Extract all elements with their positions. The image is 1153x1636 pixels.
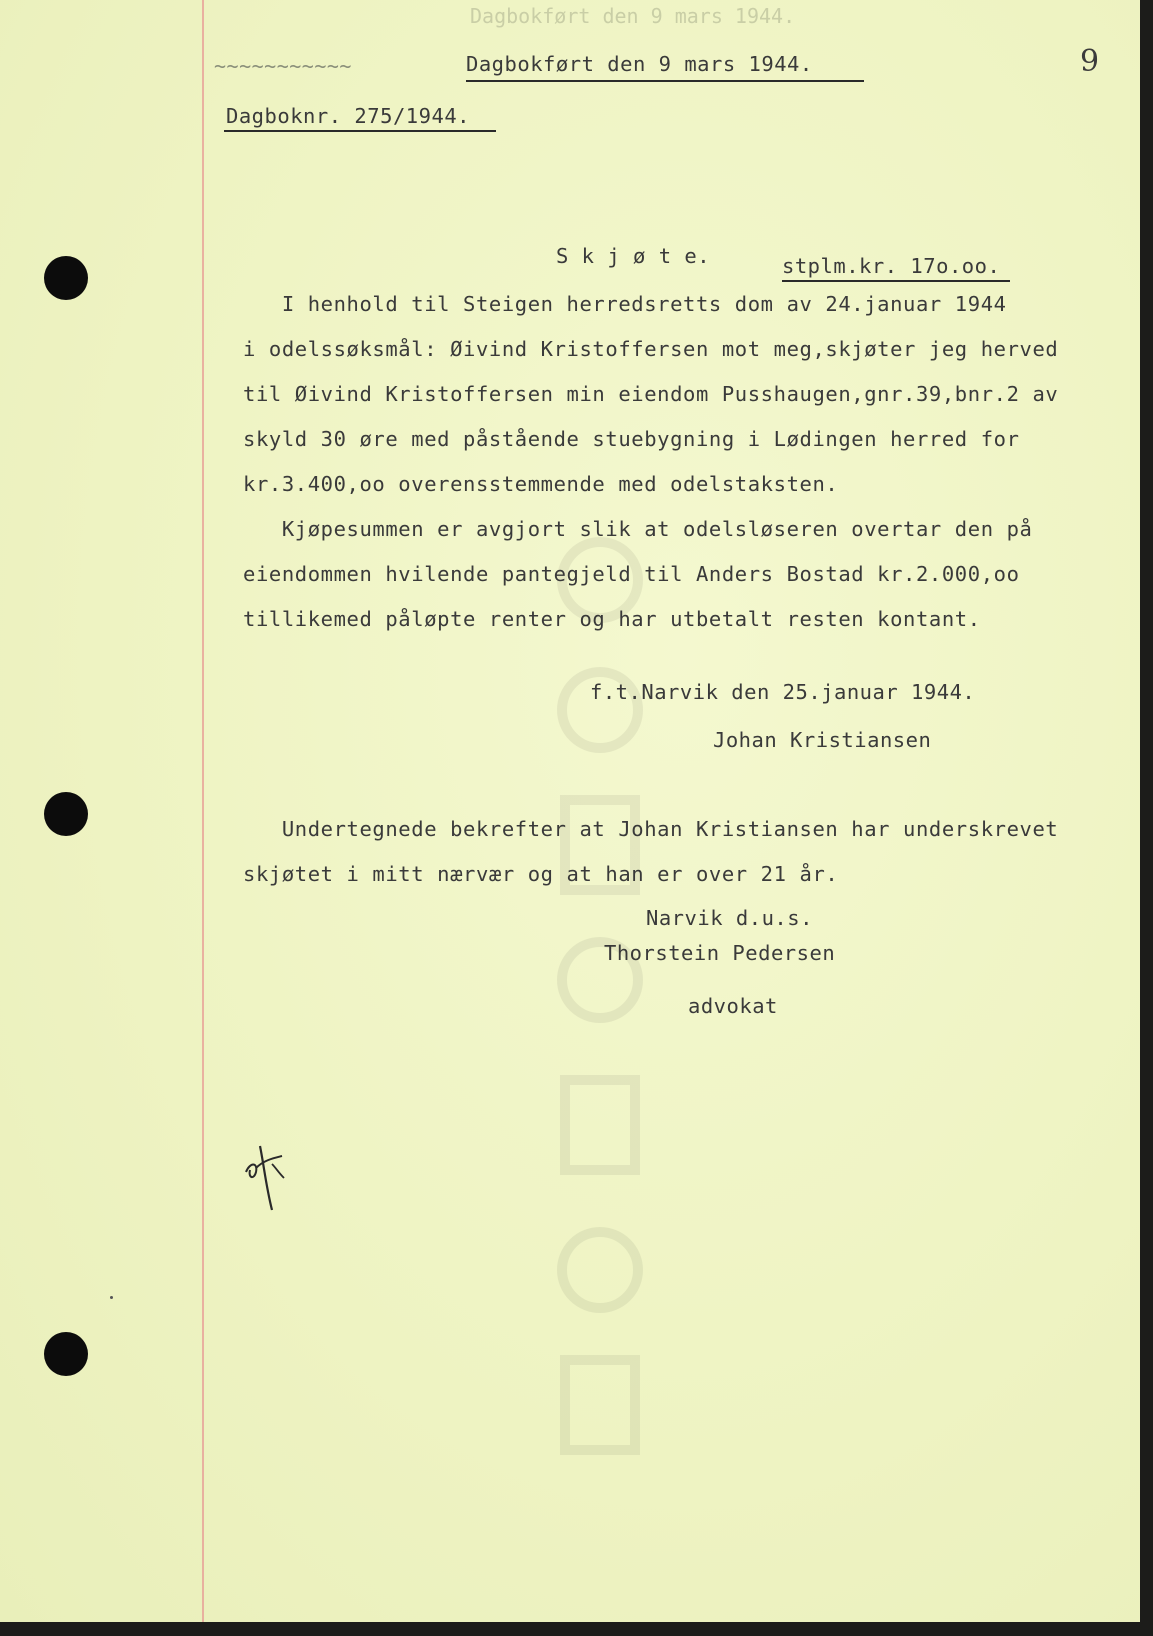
deed-text-line: skyld 30 øre med påstående stuebygning i Lødingen herred for: [243, 427, 1020, 451]
stamp-fee: stplm.kr. 17o.oo.: [782, 254, 1001, 278]
witness-name: Thorstein Pedersen: [604, 941, 836, 965]
punch-hole: [44, 1332, 88, 1376]
registration-stamp: Dagbokført den 9 mars 1944.: [466, 52, 813, 76]
attestation-place: Narvik d.u.s.: [646, 906, 813, 930]
stray-mark: [110, 1296, 113, 1299]
signatory-name: Johan Kristiansen: [713, 728, 932, 752]
stamp-underline: [466, 80, 864, 82]
attestation-line: Undertegnede bekrefter at Johan Kristiansen har underskrevet: [243, 817, 1059, 841]
handwritten-initials-icon: [242, 1138, 292, 1214]
place-date: f.t.Narvik den 25.januar 1944.: [590, 680, 976, 704]
punch-hole: [44, 792, 88, 836]
deed-text-line: eiendommen hvilende pantegjeld til Anders Bostad kr.2.000,oo: [243, 562, 1020, 586]
journal-number: Dagboknr. 275/1944.: [226, 104, 470, 128]
attestation-line: skjøtet i mitt nærvær og at han er over 21 år.: [243, 862, 839, 886]
deed-text-line: i odelssøksmål: Øivind Kristoffersen mot meg,skjøter jeg herved: [243, 337, 1059, 361]
page-number: 9: [1080, 44, 1100, 79]
archive-watermark: [545, 520, 655, 1480]
stamp-dashes: ~~~~~~~~~~~: [214, 54, 352, 78]
punch-hole: [44, 256, 88, 300]
margin-rule: [202, 0, 204, 1622]
bleed-through-text: Dagbokført den 9 mars 1944.: [470, 4, 796, 28]
deed-title: S k j ø t e.: [556, 244, 711, 268]
deed-text-line: I henhold til Steigen herredsretts dom av 24.januar 1944: [243, 292, 1007, 316]
deed-text-line: til Øivind Kristoffersen min eiendom Pusshaugen,gnr.39,bnr.2 av: [243, 382, 1059, 406]
journal-underline: [224, 130, 496, 132]
witness-title: advokat: [688, 994, 778, 1018]
deed-text-line: tillikemed påløpte renter og har utbetalt resten kontant.: [243, 607, 981, 631]
deed-text-line: kr.3.400,oo overensstemmende med odelstaksten.: [243, 472, 839, 496]
deed-text-line: Kjøpesummen er avgjort slik at odelsløseren overtar den på: [243, 517, 1033, 541]
stamp-fee-underline: [782, 280, 1010, 282]
